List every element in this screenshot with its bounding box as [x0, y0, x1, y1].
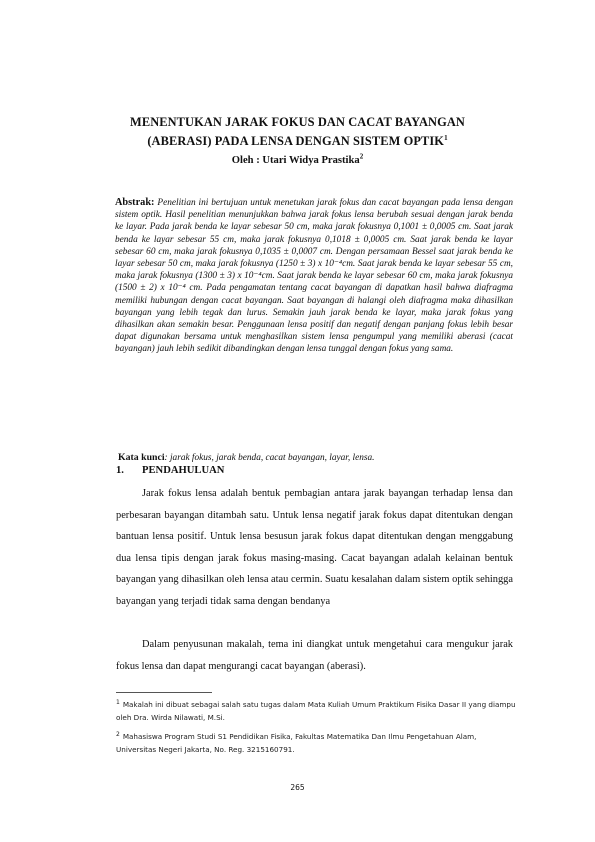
section-number: 1. [116, 465, 124, 476]
paper-title [0, 113, 595, 151]
keywords-text: : jarak fokus, jarak benda, cacat bayangan, layar, lensa. [164, 453, 375, 463]
keywords [118, 452, 518, 463]
paragraph-1: Jarak fokus lensa adalah bentuk pembagian antara jarak bayangan terhadap lensa dan perbesaran bayangan ditambah satu. Untuk lensa negatif jarak fokus dapat ditentukan dengan bantuan lensa positif. Untuk lensa besusun jarak fokus dapat ditentukan dengan menggabung dua lensa tipis dengan jarak fokus masing-masing. Cacat bayangan adalah kelainan bentuk bayangan yang dihasilkan oleh lensa atau cermin. Suatu kesalahan dalam sistem optik sehingga bayangan yang terjadi tidak sama dengan bendanya [116, 488, 513, 607]
keywords-label: Kata kunci [118, 452, 165, 463]
footnote-divider [116, 692, 212, 693]
footnote-1-mark: 1 [116, 698, 120, 706]
page-number: 265 [290, 783, 305, 792]
author-name: Oleh : Utari Widya Prastika [231, 155, 360, 166]
footnote-2-text: Mahasiswa Program Studi S1 Pendidikan Fisika, Fakultas Matematika Dan Ilmu Pengetahuan Alam, Universitas Negeri Jakarta, No. Reg. 3215160791. [116, 732, 477, 754]
paragraph-2: Dalam penyusunan makalah, tema ini diangkat untuk mengetahui cara mengukur jarak fokus lensa dan dapat mengurangi cacat bayangan (aberasi). [116, 639, 513, 672]
title-footnote-mark: 1 [444, 133, 448, 142]
title-line-1: MENENTUKAN JARAK FOKUS DAN CACAT BAYANGAN [130, 115, 465, 129]
author-footnote-mark: 2 [359, 152, 364, 161]
footnote-1-text: Makalah ini dibuat sebagai salah satu tugas dalam Mata Kuliah Umum Praktikum Fisika Dasar II yang diampu oleh Dra. Wirda Nilawati, M.Si. [116, 700, 516, 722]
abstract [115, 197, 513, 356]
footnote-2-mark: 2 [116, 730, 120, 738]
author-line [0, 152, 595, 166]
title-line-2-text: (ABERASI) PADA LENSA DENGAN SISTEM OPTIK [147, 134, 445, 148]
abstract-label: Abstrak: [115, 197, 155, 208]
title-line-2 [0, 132, 595, 151]
footnote-2 [116, 730, 516, 756]
abstract-text: Penelitian ini bertujuan untuk menetukan jarak fokus dan cacat bayangan pada lensa dengan sistem optik. Hasil penelitian menunjukkan bahwa jarak fokus lensa berubah sesuai dengan jarak benda ke layar. Pada jarak benda ke layar sebesar 50 cm, maka jarak fokusnya 0,1001 ± 0,0005 cm. Saat jarak benda ke layar sebesar 55 cm, maka jarak fokusnya 0,1018 ± 0,0005 cm. Saat jarak benda ke layar sebesar 60 cm, maka jarak fokusnya 0,1035 ± 0,0007 cm. Dengan persamaan Bessel saat jarak benda ke layar sebesar 50 cm, maka jarak fokusnya (1250 ± 3) x 10⁻⁴cm. Saat jarak benda ke layar sebesar 55 cm, maka jarak fokusnya (1300 ± 3) x 10⁻⁴cm. Saat jarak benda ke layar sebesar 60 cm, maka jarak fokusnya (1500 ± 2) x 10⁻⁴ cm. Pada pengamatan tentang cacat bayangan di dapatkan hasil bahwa diafragma memiliki hubungan dengan cacat bayangan. Saat bayangan di halangi oleh diafragma maka dihasilkan bayangan yang lebih tegak dan lurus. Semakin jauh jarak benda ke layar, maka jarak fokus yang dihasilkan akan semakin besar. Penggunaan lensa positif dan negatif dengan panjang fokus lebih besar dapat digunakan bersama untuk menghasilkan sistem lensa pengumpul yang memiliki aberasi (cacat bayangan) jauh lebih sedikit dibandingkan dengan lensa tunggal dengan fokus yang sama. [115, 198, 513, 355]
section-title: PENDAHULUAN [142, 465, 225, 476]
footnote-1 [116, 698, 516, 724]
section-heading [116, 465, 224, 476]
